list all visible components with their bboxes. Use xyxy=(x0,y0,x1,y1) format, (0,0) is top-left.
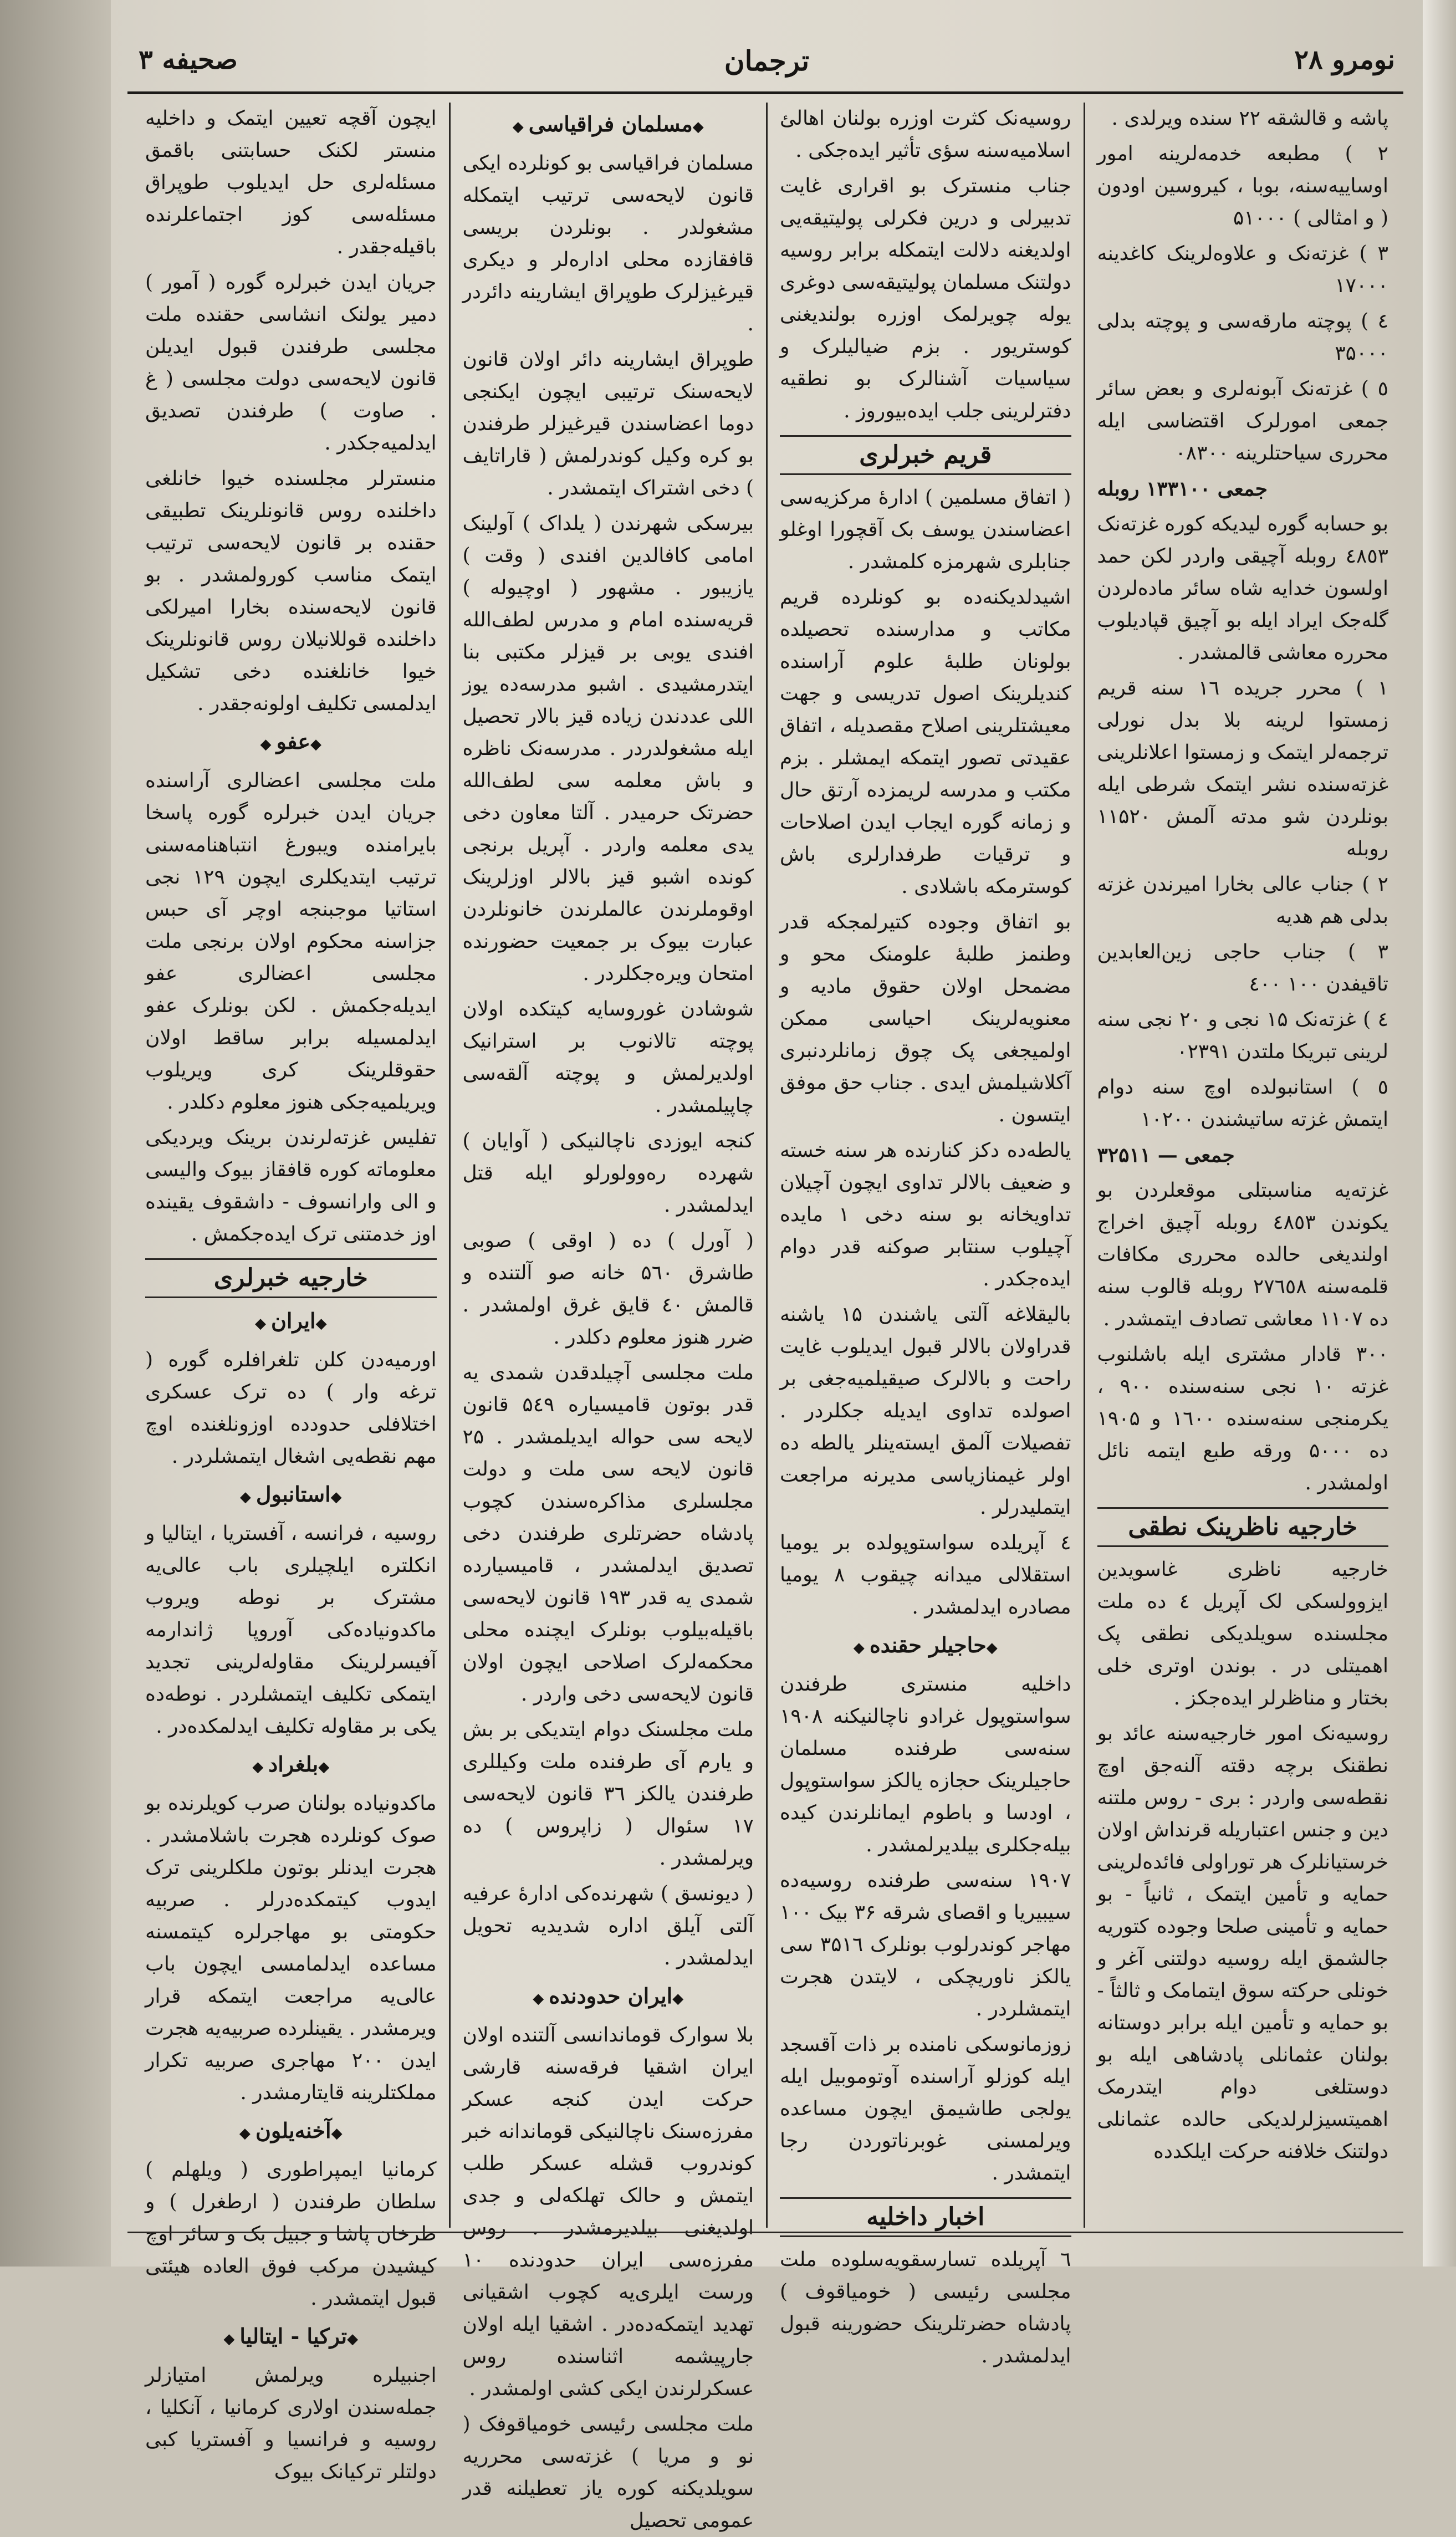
paragraph: خارجیه ناظری غاسویدین ایزوولسکی لک آپریل ٤ ده ملت مجلسنده سویلدیکی نطقی پک اهمیتلی در . بوندن اوتری خلی بختار و مناظرلر ایده‌جکز . xyxy=(1097,1558,1388,1709)
section-heading: خارجیه ناظرینک نطقی xyxy=(1097,1507,1389,1547)
news-item: ( اتفاق مسلمین ) ادارهٔ مرکزیه‌سی اعضاسندن یوسف بک آقچورا اوغلو جنابلری شهرمزه کلمشدر . xyxy=(780,486,1071,573)
news-item: ( آورل ) ده ( اوقی ) صوبی طاشرق ۵٦۰ خانه صو آلتنده و قالمش ٤٠ قایق غرق اولمشدر . ضرر هنوز معلوم دکلدر . xyxy=(462,1229,754,1349)
paragraph: روسیه‌نک کثرت اوزره بولنان اهالئ اسلامیه‌سنه سؤی تأثیر ایده‌جکی . xyxy=(780,107,1071,162)
scan-margin-right xyxy=(1423,0,1456,2267)
news-item: بو اتفاق وجوده کتیرلمجکه قدر وطنمز طلبهٔ علومنک محو و مضمحل اولان حقوق مادیه و معنویه‌لرینک احیاسی ممکن اولمیجغی پک چوق زمانلردنبری آکلاشیلمش ایدی . جناب حق موفق ایتسون . xyxy=(780,911,1071,1126)
subheading: ◆ مسلمان فراقیاسی ◆ xyxy=(463,108,754,143)
news-item: بلا سوارک قوماندانسی آلتنده اولان ایران اشقیا فرقه‌سنه قارشی حرکت ایدن کنجه عسکر مفرزه‌سنک ناچالنیکی قوماندانه خبر کوندروب قشله عسکر طلب ایتمش و حالک تهلکه‌لی و جدی اولدیغنی بیلدیرمشدر . روس مفرزه‌سی ایران حدودنده ۱۰ ورست ایلری‌یه کچوب اشقیانی تهدید ایتمکه‌ده‌در . اشقیا ایله اولان جارپیشمه اثناسنده روس عسکرلرندن ایکی کشی اولمشدر . xyxy=(462,2024,754,2400)
subheading: ◆ استانبول ◆ xyxy=(145,1478,437,1513)
news-item: یالطه‌ده دکز کنارنده هر سنه خسته و ضعیف بالالر تداوی ایچون آچیلان تداویخانه بو سنه دخی ۱ مایده آچیلوب سنتابر صوکنه قدر دوام ایده‌جکدر . xyxy=(780,1139,1071,1290)
news-item: اشیدلدیکنه‌ده بو کونلرده قریم مکاتب و مدارسنده تحصیلده بولونان طلبهٔ علوم آراسنده کندیلرینک اصول تدریسی و جهت معیشتلرینی اصلاح مقصدیله ، اتفاق عقیدتی تصور ایتمکه ایمشلر . بزم مکتب و مدرسه لریمزده آرتق حال و زمانه گوره ایجاب ایدن اصلاحات و ترقیات طرفدارلری باش کوسترمکه باشلادی . xyxy=(780,586,1071,898)
paragraph: ۳ ) جناب حاجی زین‌العابدین تاقیفدن ۱۰۰ ٤٠٠ xyxy=(1097,941,1388,996)
paragraph: ۳۰۰ قادار مشتری ایله باشلنوب غزته ۱۰ نجی سنه‌سنده ۹۰۰ ، یکرمنجی سنه‌سنده ۱٦۰۰ و ۱۹۰۵ ده ۵۰۰۰ ورقه طبع ایتمه نائل اولمشدر . xyxy=(1097,1343,1389,1494)
total: جمعی — ۳۲۵۱۱ xyxy=(1097,1144,1235,1167)
total: جمعی ۱۳۳۱۰۰ روبله xyxy=(1097,477,1268,501)
news-item: ٦ آپریلده تسارسقویه‌سلوده ملت مجلسی رئیسی ( خومیاقوف ) پادشاه حضرتلرینک حضورینه قبول ایدلمشدر . xyxy=(780,2248,1071,2367)
column-4 xyxy=(133,103,449,2483)
column-1 xyxy=(1084,103,1401,2228)
paragraph: جریان ایدن خبرلره گوره ( آمور ) دمیر یولنک انشاسی حقنده ملت مجلسی طرفندن قبول ایدیلن قانون لایحه‌سی دولت مجلسی ( غ . صاوت ) طرفندن تصدیق ایدلمیه‌جکدر . xyxy=(145,271,437,455)
scan-margin-left xyxy=(0,0,111,2267)
columns xyxy=(133,103,1401,2532)
news-item: مسلمان فراقیاسی بو کونلرده ایکی قانون لایحه‌سی ترتیب ایتمکله مشغولدر . بونلردن بریسی قافقازده محلی اداره‌لر و دیکری قیرغیزلرک طوپراق ایشارینه دائردر . xyxy=(462,152,754,335)
news-item: اورمیه‌دن کلن تلغرافلره گوره ( ترغه وار ) ده ترک عسکری اختلافلی حدودده اوزونلغنده اوچ مهم نقطه‌یی اشغال ایتمشلردر . xyxy=(145,1349,437,1468)
paragraph: غزته‌یه مناسبتلی موقعلردن بو یکوندن ٤٨٥٣ روبله آچیق اخراج اولندیغی حالده محرری مکافات قلمه‌سنه ۲۷٦٥٨ روبله قالوب سنه ده ۱۱۰۷ معاشی تصادف ایتمشدر . xyxy=(1097,1179,1389,1330)
news-item: ( دیونسق ) شهرنده‌کی ادارهٔ عرفیه آلتی آیلق اداره شدیدیه تحویل ایدلمشدر . xyxy=(462,1882,754,1969)
column-3 xyxy=(449,103,767,2532)
paragraph: ٥ ) غزته‌نک آبونه‌لری و بعض سائر جمعی امورلرک اقتضاسی ایله محرری سیاحتلرینه ۰۸۳۰۰ xyxy=(1097,377,1388,464)
news-item: ملت مجلسی آچیلدقدن شمدی یه قدر بوتون قامیسیاره ۵٤۹ قانون لایحه سی حواله ایدیلمشدر . ۲۵ قانون لایحه سی ملت و دولت مجلسلری مذاکره‌سندن کچوب پادشاه حضرتلری طرفندن دخی تصدیق ایدلمشدر ، قامیسیارده شمدی یه قدر ۱۹۳ قانون لایحه‌سی باقیله‌بیلوب بونلرک ایچنده محلی محکمه‌لرک اصلاحی ایچون اولان قانون لایحه‌سی دخی واردر . xyxy=(462,1361,754,1706)
news-item: بالیقلاغه آلتی یاشندن ۱۵ یاشنه قدراولان بالالر قبول ایدیلوب غایت راحت و بالالرک صیقیلمیه‌جغی بر اصولده تداوی ایدیله جکلردر . تفصیلات آلمق ایسته‌ینلر یالطه ده اولر غیمنازیاسی مدیرنه مراجعت ایتملیدرلر . xyxy=(780,1303,1071,1519)
subheading: ◆ عفو ◆ xyxy=(145,726,437,760)
masthead-rule xyxy=(127,91,1403,94)
news-item: ملت مجلسی اعضالری آراسنده جریان ایدن خبرلره گوره پاسخا بایرامنده ویبورغ انتباهنامه‌سنی ترتیب ایتدیکلری ایچون ۱۲۹ نجی استاتیا موجبنجه اوچر آی حبس جزاسنه محکوم اولان برنجی ملت مجلسی اعضالری عفو ایدیله‌جکمش . لکن بونلرک عفو ایدلمسیله برابر ساقط اولان حقوقلرینک کری ویریلوب ویریلمیه‌جکی هنوز معلوم دکلدر . xyxy=(145,769,437,1114)
paragraph: روسیه‌نک امور خارجیه‌سنه عائد بو نطقنک برچه دقته آلنه‌جق اوچ نقطه‌سی واردر : بری - روس ملتنه دین و جنس اعتباریله قرنداش اولان خرستیانلرک هر توراولی فائده‌لرینی حمایه و تأمین ایتمک ، ثانیاً - بو حمایه و تأمینی صلحا وجوده کتوریه جالشمق ایله روسیه دولتنی آغر و خونلی حرکته سوق ایتمامک و ثالثاً - بو حمایه و تأمین ایله برابر دوستانه بولنان عثمانلی پادشاهی ایله بو دوستلغی دوام ایتدرمک اهمیتسیزلرلدیکی حالده عثمانلی دولتنک خلافنه حرکت ایلکدده xyxy=(1097,1722,1388,2163)
news-item: ملت مجلسی رئیسی خومیاقوفک ( نو و مریا ) غزته‌سی محرریه سویلدیکنه کوره یاز تعطیلنه قدر عمومی تحصیل xyxy=(462,2413,754,2532)
paragraph: ۲ ) مطبعه خدمه‌لرینه امور اوساییه‌سنه، بوبا ، کیروسین اودون ( و امثالی ) ۵۱۰۰۰ xyxy=(1097,142,1388,229)
section-heading: اخبار داخلیه xyxy=(780,2197,1071,2237)
news-item: ملت مجلسنک دوام ایتدیکی بر بش و یارم آی طرفنده ملت وکیللری طرفندن یالکز ۳٦ قانون لایحه‌سی ۱۷ سئوال ( زاپروس ) ده ویرلمشدر . xyxy=(462,1718,754,1870)
news-item: کنجه ایوزدی ناچالنیکی ( آوایان ) شهرده ره‌وولورلو ایله قتل ایدلمشدر . xyxy=(462,1130,754,1217)
paragraph: ٤ ) غزته‌نک ۱۵ نجی و ۲۰ نجی سنه لرینی تبریکا ملتدن ۰۲۳۹۱ xyxy=(1097,1008,1389,1063)
news-item: بیرسکی شهرندن ( یلداک ) آولینک امامی کافالدین افندی ( وقت ) یازیبور . مشهور ( اوچیوله ) قریه‌سنده امام و مدرس لطف‌الله افندی یوبی بر قیزلر مکتبی بنا ایتدرمشیدی . اشبو مدرسه‌ده یوز اللی عددندن زیاده قیز بالار تحصیل ایله مشغولدردر . مدرسه‌نک ناظره و باش معلمه سی لطف‌الله حضرتک حرمیدر . آلتا معاون دخی یدی معلمه واردر . آپریل برنجی کونده اشبو قیز بالالر اوزلرینک اوقوملرندن عالملرندن خانونلردن عبارت بیوک بر جمعیت حضورنده امتحان ویره‌جکلردر . xyxy=(462,512,754,985)
news-item: ۱۹۰۷ سنه‌سی طرفنده روسیه‌ده سیبیریا و اقصای شرقه ۳۶ بیک ۱۰۰ مهاجر کوندرلوب بونلرک ۳۵۱٦ سی یالکز ناوریچکی ، لایتدن هجرت ایتمشلردر . xyxy=(780,1869,1071,2020)
paragraph: ۳ ) غزته‌نک و علاوه‌لرینک کاغدینه ۱۷۰۰۰ xyxy=(1097,242,1388,297)
paragraph: منسترلر مجلسنده خیوا خانلغی داخلنده روس قانونلرینک تطبیقی حقنده بر قانون لایحه‌سی ترتیب ایتمک مناسب کورولمشدر . بو قانون لایحه‌سنده بخارا امیرلکی داخلنده قوللانیلان روس قانونلرینک خیوا خانلغنده دخی تشکیل ایدلمسی تکلیف اولونه‌جقدر . xyxy=(145,467,437,715)
page-number: صحیفه ۳ xyxy=(139,44,238,75)
paragraph: ٤ ) پوچته مارقه‌سی و پوچته بدلی ۳۵۰۰۰ xyxy=(1097,310,1388,365)
paragraph: پاشه و قالشقه ۲۲ سنده ویرلدی . xyxy=(1111,107,1388,130)
newspaper-title: ترجمان xyxy=(724,44,810,77)
news-item: داخلیه منستری طرفندن سواستوپول غرادو ناچالنیکنه ۱۹۰۸ سنه‌سی طرفنده مسلمان حاجیلرینک حجازه یالکز سواستوپول ، اودسا و باطوم ایمانلرندن کیده بیله‌جکلری بیلدیرلمشدر . xyxy=(780,1673,1071,1856)
paragraph: ۲ ) جناب عالی بخارا امیرندن غزته بدلی هم هدیه xyxy=(1097,873,1388,928)
section-heading: قریم خبرلری xyxy=(780,435,1071,475)
column-2 xyxy=(766,103,1084,2367)
subheading: ◆ بلغراد ◆ xyxy=(145,1748,437,1783)
news-item: اجنبیلره ویرلمش امتیازلر جمله‌سندن اولاری کرمانیا ، آنکلیا ، روسیه و فرانسیا و آفستریا کبی دولتلر ترکیانک بیوک xyxy=(145,2364,437,2483)
paragraph: ۱ ) محرر جریده ۱٦ سنه قریم زمستوا لرینه بلا بدل نورلی ترجمه‌لر ایتمک و زمستوا اعلانلرینی غزته‌سنده نشر ایتمک شرطی ایله بونلردن شو مدته آلمش ۱۱۵۲۰ روبله xyxy=(1097,677,1389,860)
paragraph: ٥ ) استانبولده اوچ سنه دوام ایتمش غزته ساتیشندن ۱۰۲۰۰ xyxy=(1097,1076,1388,1131)
news-item: ماکدونیاده بولنان صرب کویلرنده بو صوک کونلرده هجرت باشلامشدر . هجرت ایدنلر بوتون ملکلرینی ترک ایدوب کیتمکده‌درلر . صربیه حکومتی بو مهاجرلره کیتمسنه مساعده ایدلمامسی ایچون باب عالی‌یه مراجعت ایتمکه قرار ویرمشدر . یقینلرده صربیه‌یه هجرت ایدن ۲۰۰ مهاجری صربیه تکرار مملکتلرینه قایتارمشدر . xyxy=(145,1792,437,2104)
subheading: ◆ آخنه‌یلون ◆ xyxy=(145,2115,437,2150)
news-item: کرمانیا ایمپراطوری ( ویلهلم ) سلطان طرفندن ( ارطغرل ) و طرخان پاشا و جبیل بک و سائر اوچ کیشیدن مرکب فوق العاده هیئتی قبول ایتمشدر . xyxy=(145,2158,437,2310)
masthead xyxy=(139,44,1395,94)
subheading: ◆ ترکیا - ایتالیا ◆ xyxy=(145,2320,437,2355)
news-item: طوپراق ایشارینه دائر اولان قانون لایحه‌سنک ترتیبی ایچون ایکنجی دوما اعضاسندن قیرغیزلر طرفندن بو کره وکیل کوندرلمش ( قاراتایف ) دخی اشتراک ایتمشدر . xyxy=(462,348,754,499)
issue-number: نومرو ۲۸ xyxy=(1294,44,1395,75)
news-item: روسیه ، فرانسه ، آفستریا ، ایتالیا و انکلتره ایلچیلری باب عالی‌یه مشترک بر نوطه ویروب ماکدونیاده‌کی آوروپا ژاندارمه آفیسرلرینک مقاوله‌لرینی تجدید ایتمکی تکلیف ایتمشلردر . نوطه‌ده یکی بر مقاوله تکلیف ایدلمکده‌در . xyxy=(145,1522,437,1738)
news-item: ٤ آپریلده سواستوپولده بر یومیا استقلالی میدانه چیقوب ۸ یومیا مصادره ایدلمشدر . xyxy=(780,1532,1071,1619)
paragraph: جناب منسترک بو اقراری غایت تدبیرلی و درین فکرلی پولیتیقه‌یی اولدیغنه دلالت ایتمکله برابر روسیه دولتنک مسلمان پولیتیقه‌سی دوغری یوله چویرلمک اوزره بولندیغنی کوستریور . بزم ضیالیلرک و سیاسیات آشنالرک بو نطقیه دفترلرینی جلب ایده‌بیوروز . xyxy=(780,175,1071,422)
news-item: شوشادن غوروسایه کیتکده اولان پوچته تالانوب بر استرانیک اولدیرلمش و پوچته آلقه‌سی چاپیلمشدر . xyxy=(462,998,754,1117)
section-heading: خارجیه خبرلری xyxy=(145,1258,437,1298)
news-item: زوزمانوسکی نامنده بر ذات آقسجد ایله کوزلو آراسنده آوتوموبیل ایله یولجی طاشیمق ایچون مساعده ویرلمسنی غوبرناتوردن رجا ایتمشدر . xyxy=(780,2033,1071,2184)
subheading: ◆ حاجیلر حقنده ◆ xyxy=(780,1629,1071,1664)
paragraph: ایچون آقچه تعیین ایتمک و داخلیه منستر لکنک حسابتنی باقمق مسئله‌لری حل ایدیلوب طوپراق مسئله‌سی کوز اجتماعلرنده باقیله‌جقدر . xyxy=(145,107,437,258)
subheading: ◆ ایران حدودنده ◆ xyxy=(463,1980,754,2015)
news-item: تفلیس غزته‌لرندن برینک ویردیکی معلوماته کوره قافقاز بیوک والیسی و الی وارانسوف - داشقوف یقینده اوز خدمتنی ترک ایده‌جکمش . xyxy=(145,1126,437,1245)
subheading: ◆ ایران ◆ xyxy=(145,1305,437,1340)
paragraph: بو حسابه گوره لیدیکه کوره غزته‌نک ٤٨٥٣ روبله آچیقی واردر لکن حمد اولسون خدایه شاه سائر مادەلردن گلەجک ایراد ایله بو آچیق قپادیلوب محرره معاشی قالمشدر . xyxy=(1097,513,1388,664)
bottom-rule xyxy=(127,2232,1403,2233)
